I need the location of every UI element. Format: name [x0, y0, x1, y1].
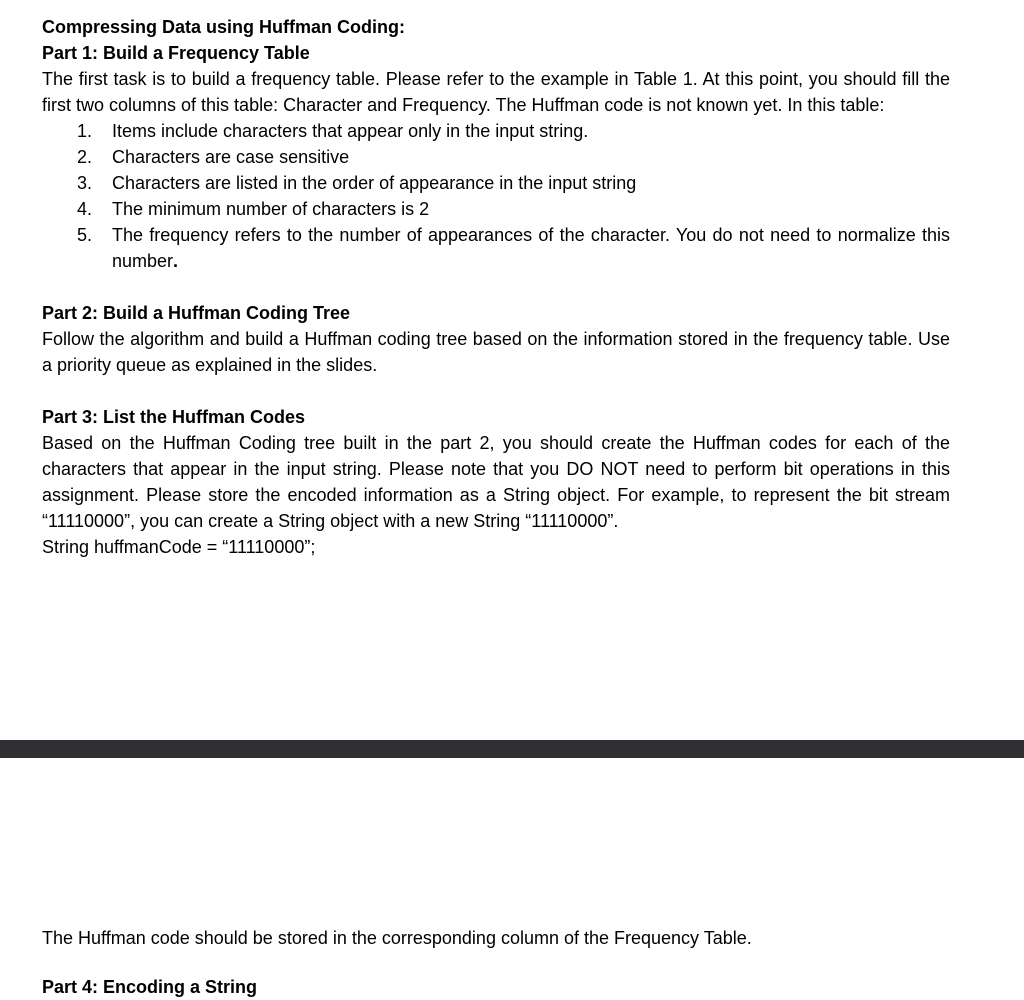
list-item-number: 4.: [77, 199, 93, 219]
page-divider: [0, 740, 1024, 758]
part1-heading: Part 1: Build a Frequency Table: [42, 43, 310, 63]
part1-rules-list: [42, 118, 950, 274]
huffman-storage-note: The Huffman code should be stored in the corresponding column of the Frequency Table.: [42, 928, 752, 948]
list-item-text: Characters are listed in the order of appearance in the input string: [112, 173, 637, 193]
part2-body: Follow the algorithm and build a Huffman coding tree based on the information stored in the frequency table. Use a priority queue as explained in the slides.: [42, 329, 950, 375]
list-item-text: The frequency refers to the number of appearances of the character. You do not need to normalize this number: [112, 225, 950, 271]
list-item-text: The minimum number of characters is 2: [112, 199, 430, 219]
list-item-number: 3.: [77, 173, 93, 193]
part2-heading: Part 2: Build a Huffman Coding Tree: [42, 303, 351, 323]
list-item: [42, 144, 950, 170]
part3-code-line: String huffmanCode = “11110000”;: [42, 537, 316, 557]
list-item: [42, 222, 950, 274]
list-item-number: 1.: [77, 121, 93, 141]
part1-intro: The first task is to build a frequency table. Please refer to the example in Table 1. At this point, you should fill the first two columns of this table: Character and Frequency. The Huffman code is not known yet. In this table:: [42, 69, 950, 115]
list-item-text: Characters are case sensitive: [112, 147, 350, 167]
list-item-number: 2.: [77, 147, 93, 167]
part3-heading: Part 3: List the Huffman Codes: [42, 407, 306, 427]
part4-heading-cutoff: Part 4: Encoding a String: [42, 977, 258, 997]
list-item: [42, 170, 950, 196]
document-content: [42, 14, 950, 560]
document-title: Compressing Data using Huffman Coding:: [42, 17, 406, 37]
spacer: [42, 274, 950, 300]
list-item-number: 5.: [77, 225, 93, 245]
list-item: [42, 196, 950, 222]
list-item: [42, 118, 950, 144]
spacer: [42, 378, 950, 404]
list-item-text: Items include characters that appear only in the input string.: [112, 121, 589, 141]
list-item-suffix: .: [173, 251, 179, 271]
part3-body: Based on the Huffman Coding tree built in the part 2, you should create the Huffman codes for each of the characters that appear in the input string. Please note that you DO NOT need to perform bit operations in this assignment. Please store the encoded information as a String object. For example, to represent the bit stream “11110000”, you can create a String object with a new String “11110000”.: [42, 433, 950, 531]
